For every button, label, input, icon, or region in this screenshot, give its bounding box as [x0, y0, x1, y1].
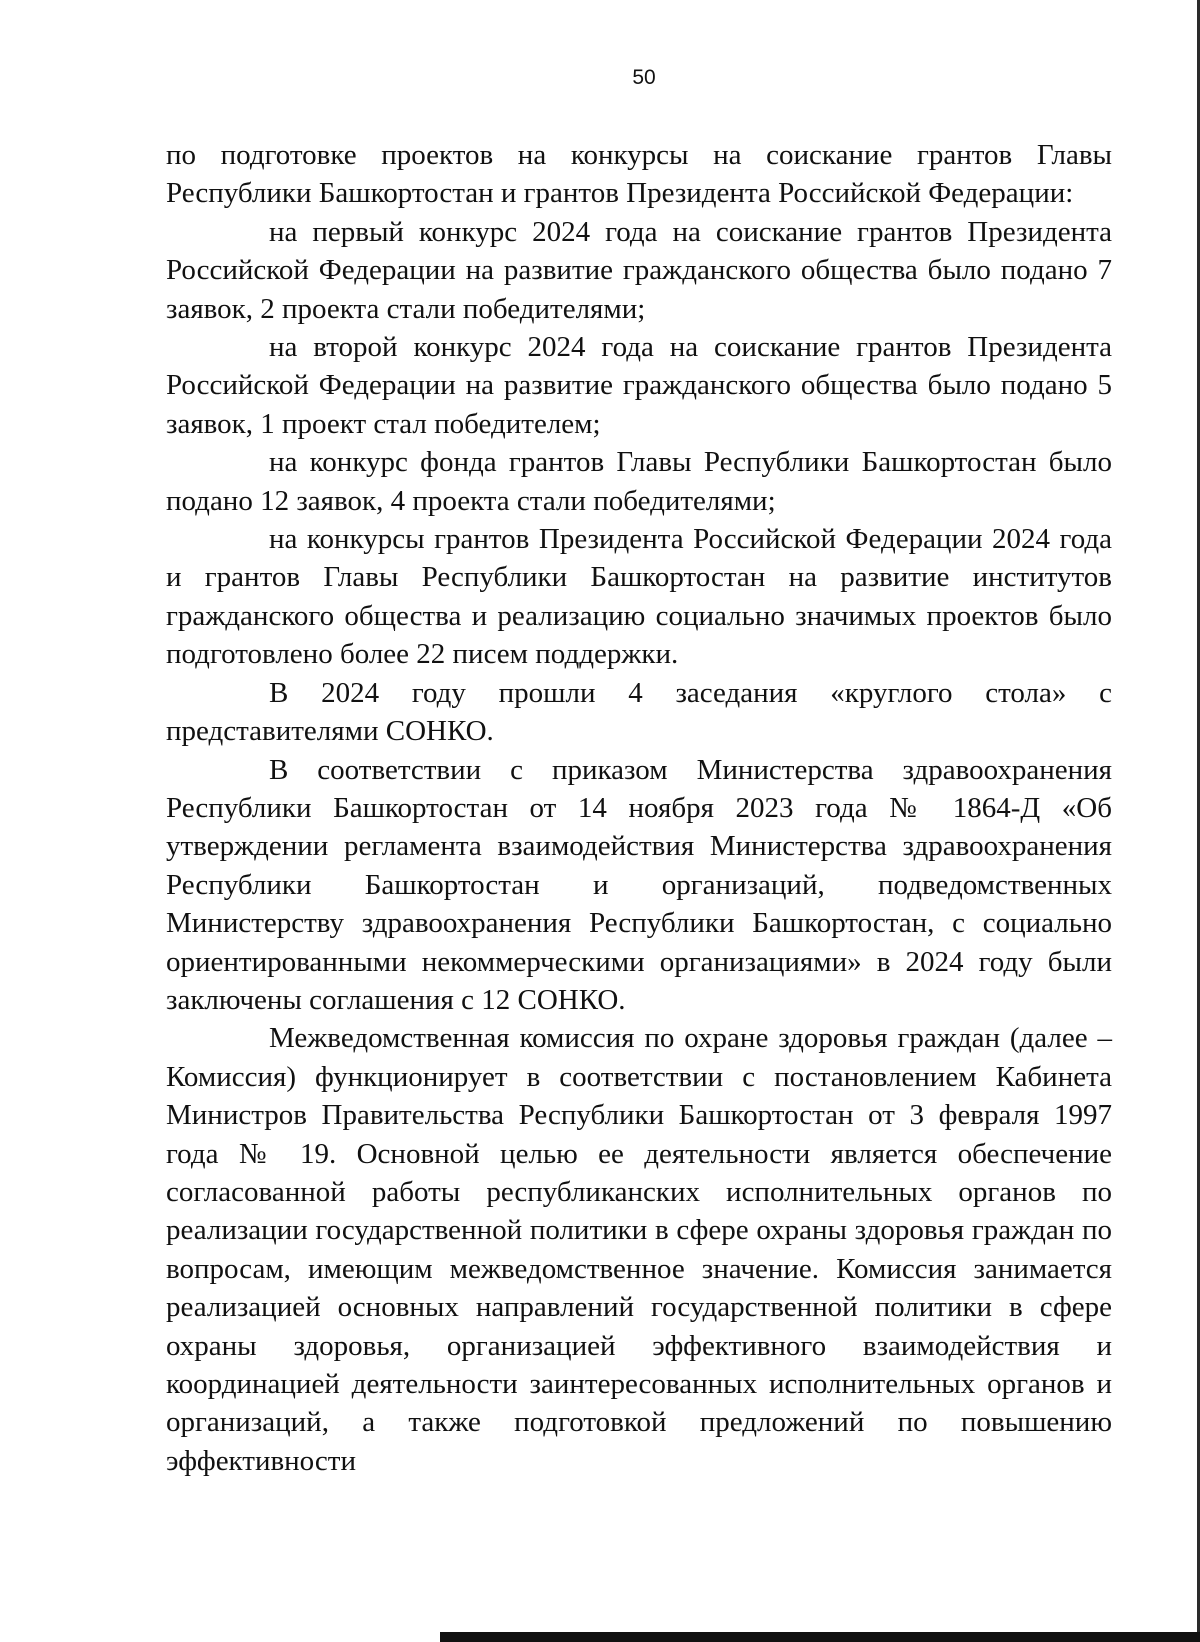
paragraph-first-contest: на первый конкурс 2024 года на соискание грантов Президента Российской Федерации на развитие гражданского общества было подано 7 заявок, 2 проекта стали победителями;: [166, 215, 1112, 325]
paragraph-ministry-order: В соответствии с приказом Министерства здравоохранения Республики Башкортостан от 14 ноября 2023 года № 1864-Д «Об утверждении регламента взаимодействия Министерства здравоохранения Республики Башкортостан и организаций, подведомственных Министерству здравоохранения Республики Башкортостан, с социально ориентированными некоммерческими организациями» в 2024 году были заключены соглашения с 12 СОНКО.: [166, 753, 1112, 1016]
paragraph-interagency-commission: Межведомственная комиссия по охране здоровья граждан (далее – Комиссия) функционирует в соответствии с постановлением Кабинета Министров Правительства Республики Башкортостан от 3 февраля 1997 года № 19. Основной целью ее деятельности является обеспечение согласованной работы республиканских исполнительных органов по реализации государственной политики в сфере охраны здоровья граждан по вопросам, имеющим межведомственное значение. Комиссия занимается реализацией основных направлений государственной политики в сфере охраны здоровья, организацией эффективного взаимодействия и координацией деятельности заинтересованных исполнительных органов и организаций, а также подготовкой предложений по повышению эффективности: [166, 1022, 1112, 1477]
paragraph-round-tables: В 2024 году прошли 4 заседания «круглого стола» с представителями СОНКО.: [166, 676, 1112, 748]
paragraph-grants-intro: по подготовке проектов на конкурсы на соискание грантов Главы Республики Башкортостан и грантов Президента Российской Федерации:: [166, 139, 1112, 210]
page-number: 50: [632, 66, 656, 89]
paragraph-second-contest: на второй конкурс 2024 года на соискание грантов Президента Российской Федерации на развитие гражданского общества было подано 5 заявок, 1 проект стал победителем;: [166, 331, 1112, 440]
paragraph-head-grant-fund: на конкурс фонда грантов Главы Республики Башкортостан было подано 12 заявок, 4 проекта стали победителями;: [166, 446, 1112, 517]
paragraph-support-letters: на конкурсы грантов Президента Российской Федерации 2024 года и грантов Главы Республики Башкортостан на развитие институтов гражданского общества и реализацию социально значимых проектов было подготовлено более 22 писем поддержки.: [166, 523, 1112, 671]
scan-edge-bottom: [440, 1632, 1200, 1642]
document-body: [166, 136, 1112, 1480]
